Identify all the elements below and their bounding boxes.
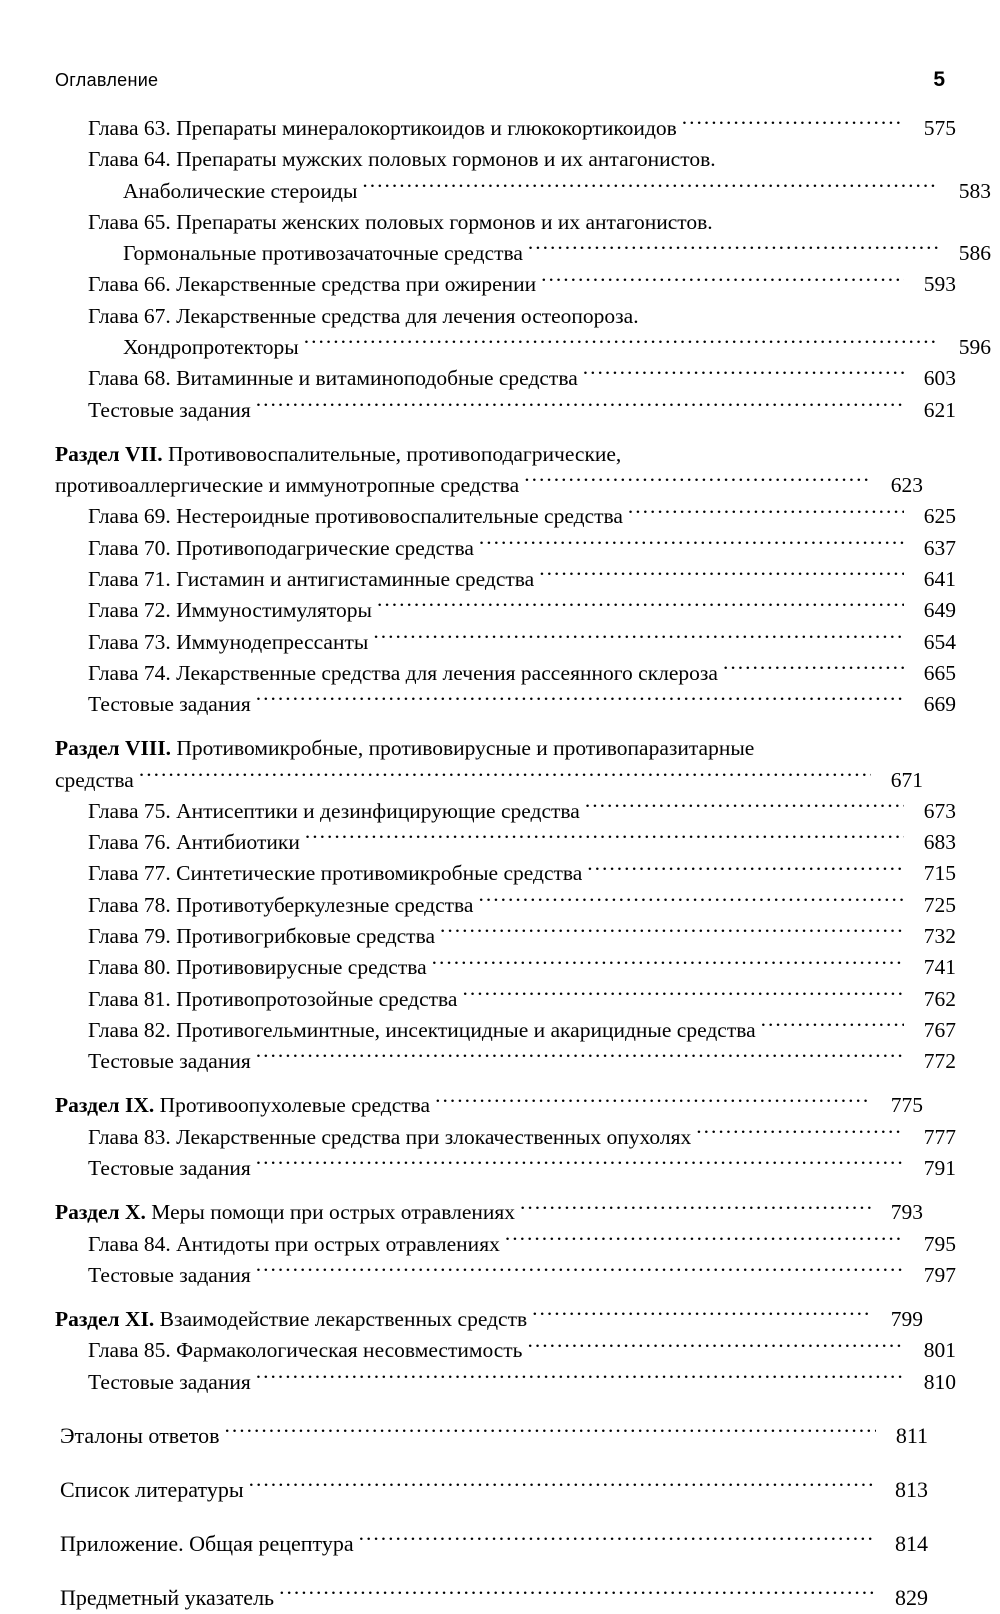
toc-entry-chapter[interactable]	[55, 1153, 956, 1184]
toc-entry-chapter[interactable]	[55, 1260, 956, 1291]
toc-leader-dots	[249, 1475, 876, 1497]
toc-leader-dots	[682, 114, 904, 136]
toc-entry-page-number: 669	[923, 692, 956, 717]
toc-entry-label: средства	[55, 767, 134, 792]
toc-entry-chapter[interactable]	[55, 113, 956, 144]
toc-entry-label: Глава 81. Противопротозойные средства	[88, 986, 458, 1011]
toc-entry-page-number: 673	[923, 798, 956, 823]
toc-entry-backmatter[interactable]	[55, 1474, 928, 1506]
toc-entry-section	[55, 439, 923, 470]
toc-entry-page-number: 799	[890, 1307, 923, 1332]
page-header	[55, 68, 945, 92]
toc-leader-dots	[539, 564, 904, 586]
toc-leader-dots	[723, 658, 904, 680]
toc-leader-dots	[479, 533, 904, 555]
toc-entry-label: Глава 70. Противоподагрические средства	[88, 535, 474, 560]
toc-entry-page-number: 741	[923, 955, 956, 980]
toc-entry-label: Глава 71. Гистамин и антигистаминные средства	[88, 566, 535, 591]
toc-leader-dots	[256, 1047, 904, 1069]
toc-leader-dots	[527, 1336, 904, 1358]
toc-entry-label: Глава 79. Противогрибковые средства	[88, 924, 435, 949]
toc-leader-dots	[435, 1091, 871, 1113]
toc-entry-chapter[interactable]	[55, 984, 956, 1015]
table-of-contents	[55, 113, 991, 1614]
toc-entry-chapter	[55, 301, 923, 332]
toc-entry-label: Глава 69. Нестероидные противовоспалительные средства	[88, 504, 623, 529]
toc-leader-dots	[520, 1198, 871, 1220]
toc-leader-dots	[532, 1305, 871, 1327]
toc-entry-page-number: 637	[923, 535, 956, 560]
toc-entry-label: Тестовые задания	[88, 1262, 251, 1287]
toc-entry-section[interactable]	[55, 1090, 923, 1121]
toc-entry-chapter[interactable]	[55, 269, 956, 300]
toc-leader-dots	[362, 176, 939, 198]
toc-entry-section[interactable]	[55, 1304, 923, 1335]
toc-entry-label: Приложение. Общая рецептура	[60, 1530, 354, 1556]
toc-entry-label: Глава 64. Препараты мужских половых гормонов и их антагонистов.	[88, 147, 716, 172]
toc-leader-dots	[505, 1229, 904, 1251]
toc-entry-page-number: 641	[923, 566, 956, 591]
toc-entry-chapter[interactable]	[55, 1229, 956, 1260]
toc-leader-dots	[279, 1583, 876, 1605]
toc-section-number: Раздел VII.	[55, 441, 163, 466]
toc-entry-chapter-continued[interactable]	[55, 238, 991, 269]
toc-entry-page-number: 649	[923, 598, 956, 623]
toc-entry-page-number: 775	[890, 1093, 923, 1118]
toc-entry-page-number: 621	[923, 397, 956, 422]
toc-entry-label: Глава 74. Лекарственные средства для лечения рассеянного склероза	[88, 660, 718, 685]
toc-entry-chapter-continued[interactable]	[55, 176, 991, 207]
toc-entry-chapter[interactable]	[55, 1046, 956, 1077]
toc-leader-dots	[524, 471, 871, 493]
toc-entry-chapter[interactable]	[55, 827, 956, 858]
toc-entry-page-number: 762	[923, 986, 956, 1011]
toc-entry-label: Глава 80. Противовирусные средства	[88, 955, 427, 980]
toc-entry-page-number: 583	[958, 178, 991, 203]
toc-entry-chapter[interactable]	[55, 890, 956, 921]
toc-entry-section-continued[interactable]	[55, 765, 923, 796]
toc-entry-page-number: 715	[923, 861, 956, 886]
toc-entry-page-number: 575	[923, 116, 956, 140]
toc-entry-label: Раздел XI. Взаимодействие лекарственных средств	[55, 1307, 528, 1332]
toc-leader-dots	[359, 1529, 876, 1551]
toc-leader-dots	[587, 859, 904, 881]
toc-section-number: Раздел IX.	[55, 1093, 155, 1118]
toc-entry-label: Глава 66. Лекарственные средства при ожирении	[88, 272, 537, 297]
toc-leader-dots	[432, 953, 904, 975]
toc-entry-chapter[interactable]	[55, 858, 956, 889]
toc-entry-chapter-continued[interactable]	[55, 332, 991, 363]
toc-entry-chapter[interactable]	[55, 363, 956, 394]
toc-entry-label: Глава 76. Антибиотики	[88, 830, 300, 855]
toc-entry-page-number: 791	[923, 1156, 956, 1180]
toc-leader-dots	[373, 627, 904, 649]
toc-entry-label: Тестовые задания	[88, 692, 251, 717]
toc-entry-page-number: 593	[923, 272, 956, 297]
toc-entry-page-number: 603	[923, 366, 956, 391]
toc-entry-label: Глава 65. Препараты женских половых гормонов и их антагонистов.	[88, 209, 713, 234]
toc-entry-label: Глава 68. Витаминные и витаминоподобные средства	[88, 366, 578, 391]
toc-entry-label: Глава 85. Фармакологическая несовместимость	[88, 1338, 523, 1363]
toc-entry-page-number: 797	[923, 1262, 956, 1287]
toc-entry-chapter[interactable]	[55, 952, 956, 983]
toc-entry-chapter[interactable]	[55, 1335, 956, 1366]
toc-leader-dots	[696, 1122, 904, 1144]
toc-leader-dots	[256, 1260, 904, 1282]
toc-entry-page-number: 586	[958, 241, 991, 266]
toc-entry-label: Раздел VII. Противовоспалительные, противоподагрические,	[55, 441, 622, 466]
toc-entry-label: Глава 73. Иммунодепрессанты	[88, 629, 369, 654]
toc-leader-dots	[761, 1015, 904, 1037]
toc-entry-label: Глава 67. Лекарственные средства для лечения остеопороза.	[88, 303, 639, 328]
toc-entry-page-number: 767	[923, 1017, 956, 1042]
toc-entry-page-number: 725	[923, 892, 956, 917]
toc-entry-label: Глава 84. Антидоты при острых отравлениях	[88, 1231, 500, 1256]
toc-leader-dots	[628, 502, 904, 524]
toc-entry-label: Тестовые задания	[88, 1156, 251, 1180]
toc-entry-page-number: 665	[923, 660, 956, 685]
toc-leader-dots	[478, 890, 904, 912]
toc-entry-chapter[interactable]	[55, 564, 956, 595]
toc-entry-label: Список литературы	[60, 1476, 244, 1502]
toc-leader-dots	[305, 828, 904, 850]
toc-entry-chapter[interactable]	[55, 1367, 956, 1398]
toc-entry-label: Тестовые задания	[88, 1049, 251, 1074]
toc-entry-label: Предметный указатель	[60, 1584, 275, 1610]
toc-entry-page-number: 683	[923, 830, 956, 855]
toc-entry-label: Раздел IX. Противоопухолевые средства	[55, 1093, 431, 1118]
toc-leader-dots	[440, 922, 904, 944]
toc-entry-section	[55, 733, 923, 764]
toc-entry-page-number: 813	[895, 1476, 928, 1502]
toc-entry-page-number: 801	[923, 1338, 956, 1363]
toc-leader-dots	[585, 796, 904, 818]
toc-entry-page-number: 772	[923, 1049, 956, 1074]
toc-leader-dots	[256, 1154, 904, 1176]
toc-entry-chapter[interactable]	[55, 501, 956, 532]
toc-leader-dots	[583, 364, 904, 386]
toc-entry-label: Раздел VIII. Противомикробные, противовирусные и противопаразитарные	[55, 736, 755, 761]
toc-entry-page-number: 625	[923, 504, 956, 529]
toc-entry-chapter[interactable]	[55, 689, 956, 720]
toc-entry-chapter[interactable]	[55, 533, 956, 564]
toc-entry-label: Глава 63. Препараты минералокортикоидов и глюкокортикоидов	[88, 116, 677, 140]
toc-entry-chapter	[55, 207, 923, 238]
toc-entry-page-number: 811	[895, 1422, 928, 1448]
toc-entry-page-number: 810	[923, 1369, 956, 1394]
toc-leader-dots	[256, 1367, 904, 1389]
toc-entry-chapter[interactable]	[55, 627, 956, 658]
toc-entry-page-number: 623	[890, 473, 923, 498]
toc-entry-label: Раздел X. Меры помощи при острых отравлениях	[55, 1200, 516, 1225]
toc-entry-label: Глава 77. Синтетические противомикробные средства	[88, 861, 583, 886]
toc-entry-chapter[interactable]	[55, 658, 956, 689]
toc-entry-label: Тестовые задания	[88, 1369, 251, 1394]
toc-entry-chapter[interactable]	[55, 796, 956, 827]
toc-section-number: Раздел VIII.	[55, 736, 171, 761]
toc-leader-dots	[304, 332, 939, 354]
toc-section-number: Раздел X.	[55, 1200, 146, 1225]
toc-entry-label: Глава 78. Противотуберкулезные средства	[88, 892, 474, 917]
toc-entry-page-number: 795	[923, 1231, 956, 1256]
toc-leader-dots	[528, 239, 939, 261]
toc-entry-label: противоаллергические и иммунотропные средства	[55, 473, 520, 498]
toc-leader-dots	[462, 984, 904, 1006]
toc-entry-page-number: 814	[895, 1530, 928, 1556]
toc-entry-label: Хондропротекторы	[123, 334, 299, 359]
toc-entry-backmatter[interactable]	[55, 1582, 928, 1614]
toc-entry-page-number: 777	[923, 1124, 956, 1149]
toc-entry-chapter[interactable]	[55, 1015, 956, 1046]
toc-section-number: Раздел XI.	[55, 1307, 155, 1332]
toc-entry-label: Глава 75. Антисептики и дезинфицирующие средства	[88, 798, 580, 823]
toc-entry-label: Эталоны ответов	[60, 1422, 220, 1448]
toc-entry-chapter	[55, 144, 923, 175]
toc-entry-label: Гормональные противозачаточные средства	[123, 241, 523, 266]
toc-entry-chapter[interactable]	[55, 595, 956, 626]
toc-entry-label: Глава 83. Лекарственные средства при злокачественных опухолях	[88, 1124, 692, 1149]
toc-entry-label: Глава 82. Противогельминтные, инсектицидные и акарицидные средства	[88, 1017, 756, 1042]
toc-leader-dots	[139, 765, 871, 787]
toc-entry-backmatter[interactable]	[55, 1420, 928, 1452]
toc-entry-page-number: 654	[923, 629, 956, 654]
header-page-number: 5	[933, 68, 945, 91]
header-title: Оглавление	[55, 70, 159, 90]
toc-entry-backmatter[interactable]	[55, 1528, 928, 1560]
toc-entry-page-number: 829	[895, 1584, 928, 1610]
toc-leader-dots	[377, 596, 904, 618]
toc-leader-dots	[224, 1421, 876, 1443]
toc-entry-label: Тестовые задания	[88, 397, 251, 422]
toc-leader-dots	[256, 395, 904, 417]
toc-entry-label: Анаболические стероиды	[123, 178, 358, 203]
toc-entry-page-number: 596	[958, 334, 991, 359]
toc-entry-page-number: 671	[890, 767, 923, 792]
toc-entry-chapter[interactable]	[55, 395, 956, 426]
toc-entry-page-number: 793	[890, 1200, 923, 1225]
toc-entry-chapter[interactable]	[55, 1122, 956, 1153]
toc-entry-section-continued[interactable]	[55, 470, 923, 501]
toc-leader-dots	[541, 270, 904, 292]
toc-entry-section[interactable]	[55, 1197, 923, 1228]
toc-entry-page-number: 732	[923, 924, 956, 949]
toc-entry-chapter[interactable]	[55, 921, 956, 952]
toc-entry-label: Глава 72. Иммуностимуляторы	[88, 598, 372, 623]
toc-leader-dots	[256, 690, 904, 712]
